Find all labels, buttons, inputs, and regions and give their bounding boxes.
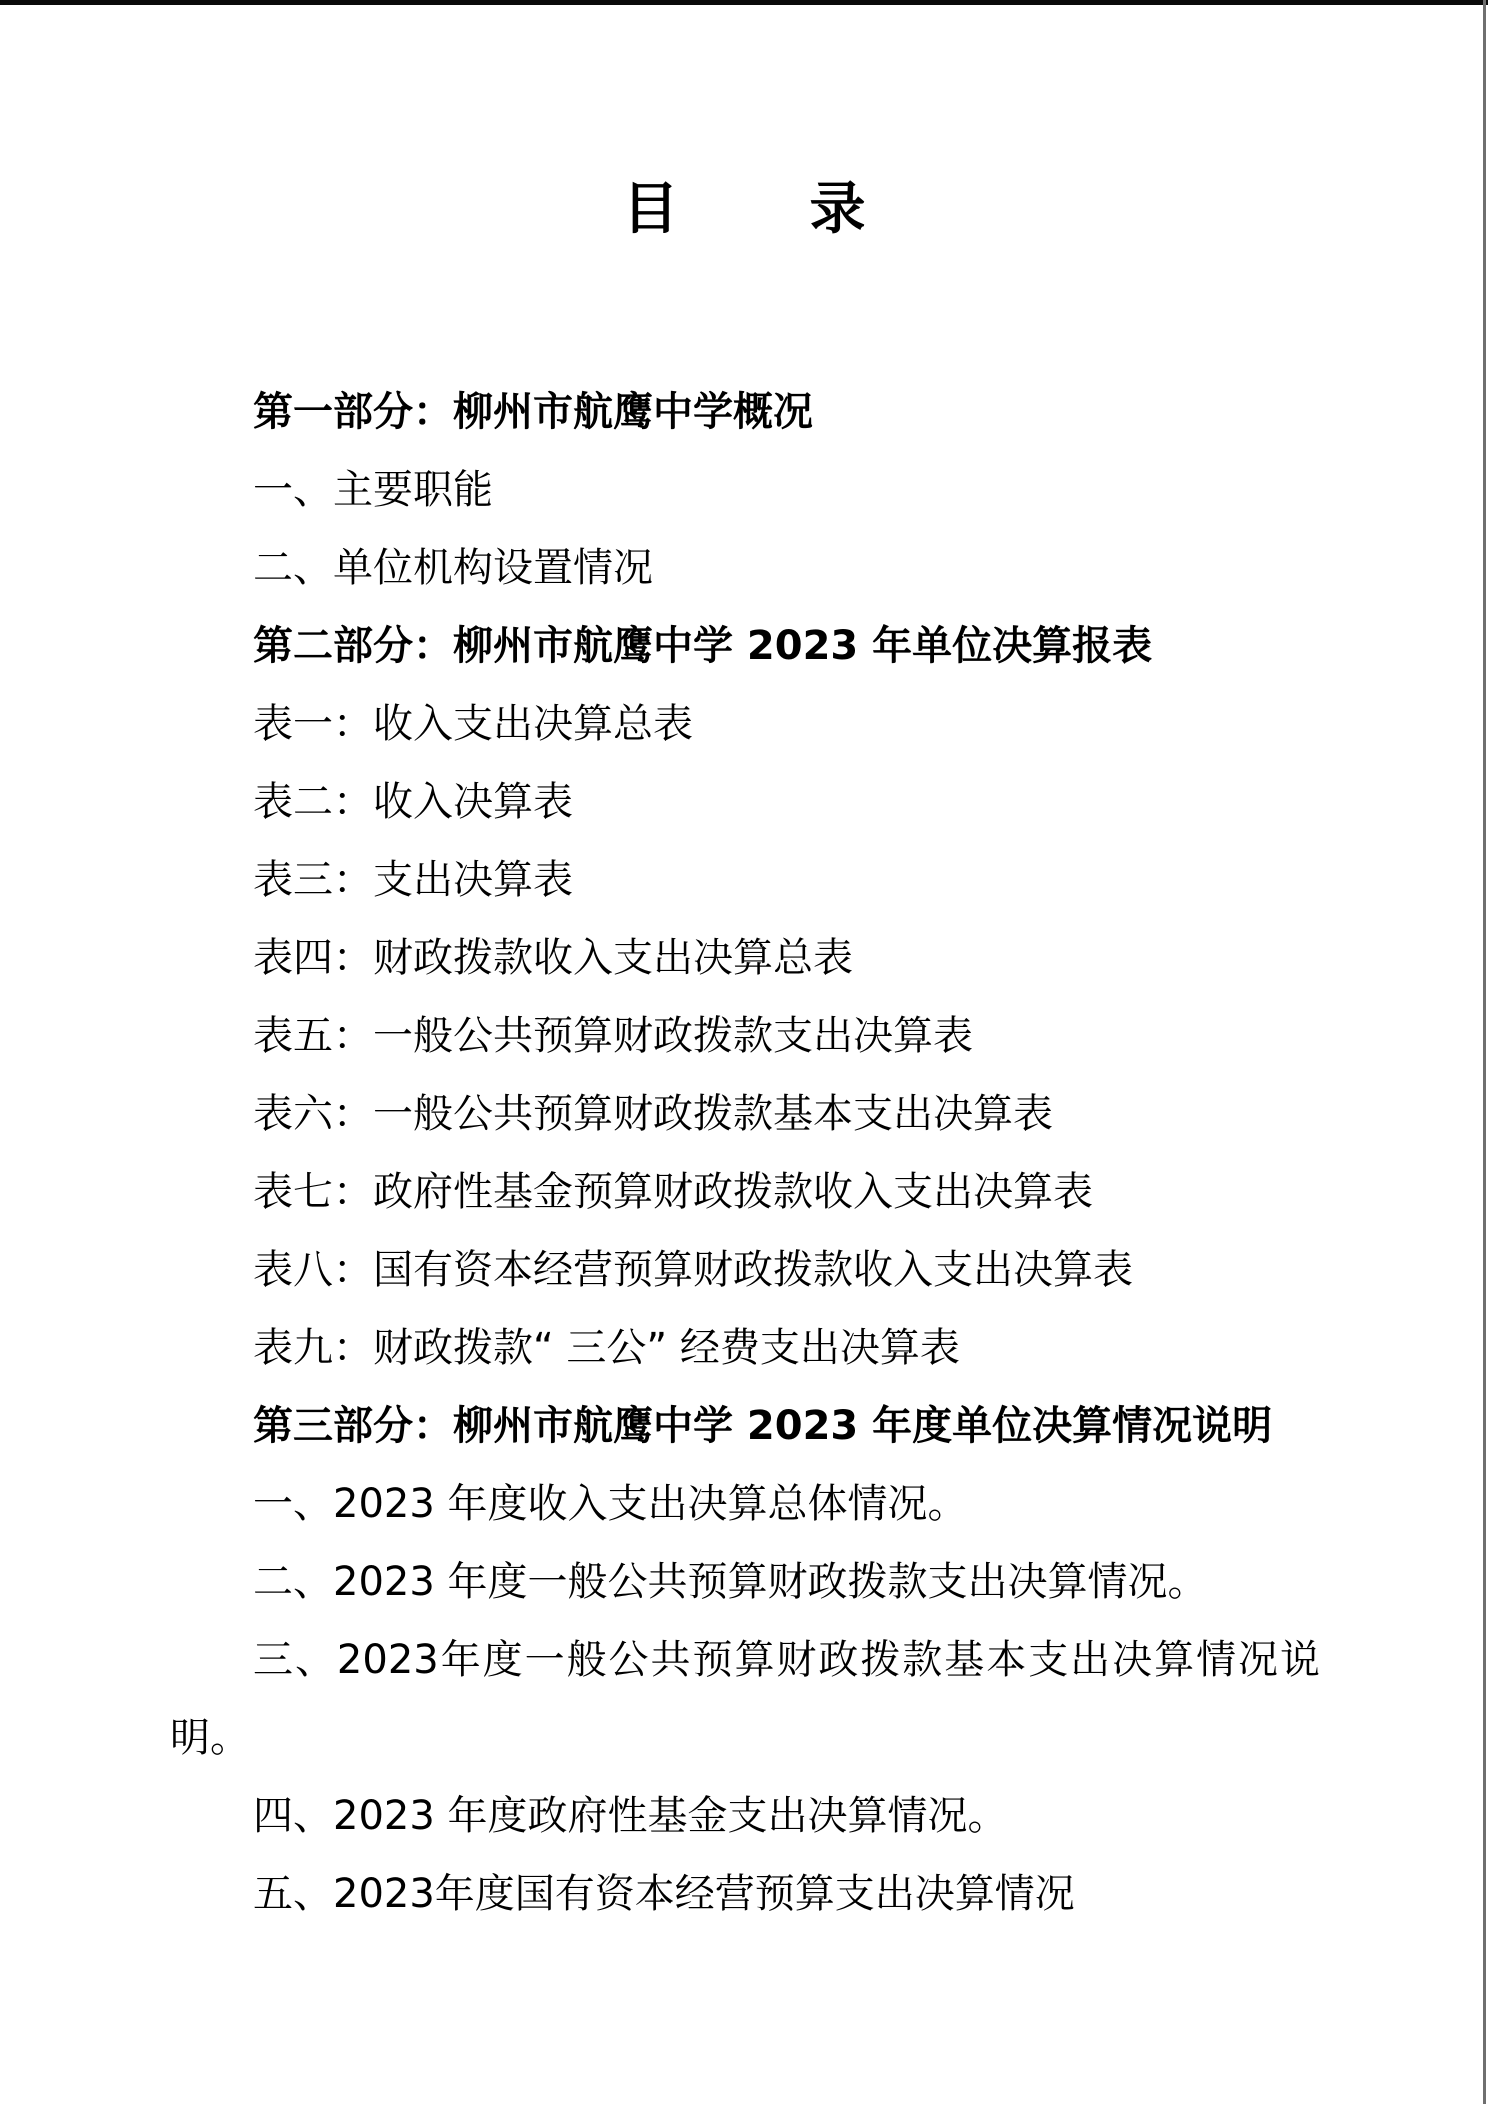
toc-entry: 表三：支出决算表 — [253, 857, 573, 903]
toc-content — [170, 175, 1320, 1933]
toc-section-heading: 第一部分：柳州市航鹰中学概况 — [253, 389, 813, 435]
toc-entry: 表七：政府性基金预算财政拨款收入支出决算表 — [253, 1169, 1093, 1215]
page-top-border-line — [0, 0, 1488, 5]
toc-entry: 一、主要职能 — [253, 467, 493, 513]
toc-entry: 五、2023年度国有资本经营预算支出决算情况 — [253, 1871, 1075, 1917]
toc-entry: 表六：一般公共预算财政拨款基本支出决算表 — [253, 1091, 1053, 1137]
toc-entry: 表二：收入决算表 — [253, 779, 573, 825]
page-right-border-line — [1483, 0, 1486, 2104]
toc-section-heading: 第二部分：柳州市航鹰中学 2023 年单位决算报表 — [253, 623, 1153, 669]
toc-title: 目 录 — [622, 177, 868, 242]
toc-entry: 三、2023年度一般公共预算财政拨款基本支出决算情况说明。 — [170, 1637, 1320, 1761]
toc-entry: 表九：财政拨款“ 三公” 经费支出决算表 — [253, 1325, 960, 1371]
toc-entry: 四、2023 年度政府性基金支出决算情况。 — [253, 1793, 1008, 1839]
toc-entry: 二、2023 年度一般公共预算财政拨款支出决算情况。 — [253, 1559, 1208, 1605]
toc-entry: 一、2023 年度收入支出决算总体情况。 — [253, 1481, 968, 1527]
toc-entry: 表五：一般公共预算财政拨款支出决算表 — [253, 1013, 973, 1059]
toc-entry: 表一：收入支出决算总表 — [253, 701, 693, 747]
toc-list — [170, 373, 1320, 1933]
toc-entry: 表四：财政拨款收入支出决算总表 — [253, 935, 853, 981]
toc-section-heading: 第三部分：柳州市航鹰中学 2023 年度单位决算情况说明 — [253, 1403, 1273, 1449]
toc-entry: 表八：国有资本经营预算财政拨款收入支出决算表 — [253, 1247, 1133, 1293]
toc-entry: 二、单位机构设置情况 — [253, 545, 653, 591]
